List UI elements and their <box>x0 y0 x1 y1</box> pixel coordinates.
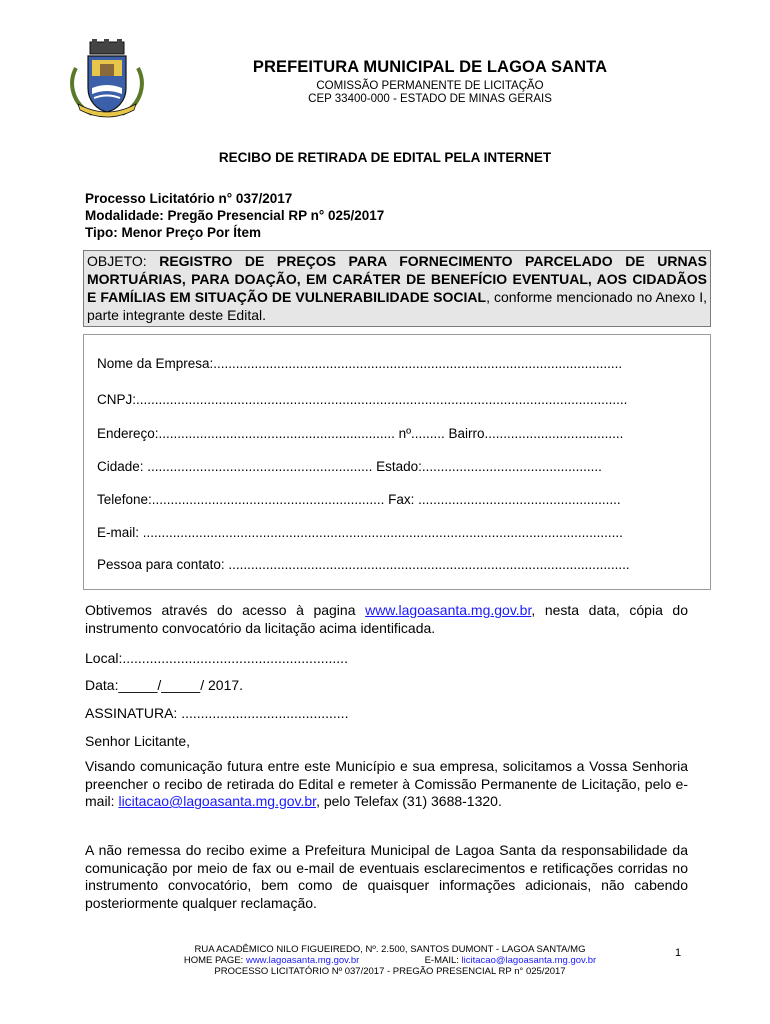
email-link[interactable]: licitacao@lagoasanta.mg.gov.br <box>118 793 317 809</box>
company-name-field[interactable]: Nome da Empresa:............................................................................................................. <box>97 356 623 371</box>
access-text-end: , nesta data, cópia do instrumento convocatório da licitação acima identificada. <box>85 602 689 636</box>
footer-homepage-link[interactable]: www.lagoasanta.mg.gov.br <box>245 955 360 966</box>
object-box <box>83 250 711 327</box>
city-state-field[interactable]: Cidade: ............................................................ Estado:................................................ <box>97 459 602 474</box>
page-number: 1 <box>675 947 682 959</box>
communication-text: Visando comunicação futura entre este Município e sua empresa, solicitamos a Vossa Senhoria preencher o recibo de retirada do Edital e remeter à Comissão Permanente de Licitação, pelo e-mail: <box>85 758 688 809</box>
homepage-label: HOME PAGE: <box>183 955 246 966</box>
commission-name: COMISSÃO PERMANENTE DE LICITAÇÃO <box>316 80 544 92</box>
footer-email-link[interactable]: licitacao@lagoasanta.mg.gov.br <box>461 955 597 966</box>
document-title: RECIBO DE RETIRADA DE EDITAL PELA INTERNET <box>218 150 552 165</box>
footer-process: PROCESSO LICITATÓRIO Nº 037/2017 - PREGÃO PRESENCIAL RP n° 025/2017 <box>214 966 566 977</box>
process-info <box>85 190 384 241</box>
access-text: Obtivemos através do acesso à pagina <box>85 602 366 618</box>
bid-type: Tipo: Menor Preço Por Ítem <box>85 225 262 240</box>
email-label: E-MAIL: <box>424 955 462 966</box>
company-form <box>83 334 711 590</box>
footer-address: RUA ACADÊMICO NILO FIGUEIREDO, Nº. 2.500, SANTOS DUMONT - LAGOA SANTA/MG <box>194 944 586 955</box>
address-field[interactable]: Endereço:............................................................... nº......... Bairro..................................... <box>97 426 624 441</box>
page-footer <box>130 944 650 977</box>
municipality-title: PREFEITURA MUNICIPAL DE LAGOA SANTA <box>252 58 608 76</box>
website-link[interactable]: www.lagoasanta.mg.gov.br <box>365 602 532 618</box>
phone-fax-field[interactable]: Telefone:.............................................................. Fax: ...................................................... <box>97 492 621 507</box>
object-reference: , conforme mencionado no Anexo I, parte integrante deste Edital. <box>87 289 707 323</box>
footer-contacts <box>130 955 650 966</box>
object-description: REGISTRO DE PREÇOS PARA FORNECIMENTO PARCELADO DE URNAS MORTUÁRIAS, PARA DOAÇÃO, EM CARÁTER DE BENEFÍCIO EVENTUAL, AOS CIDADÃOS E FAMÍLIAS EM SITUAÇÃO DE VULNERABILIDADE SOCIAL <box>87 253 708 305</box>
postal-state-line: CEP 33400-000 - ESTADO DE MINAS GERAIS <box>308 93 552 105</box>
signature-field[interactable]: ASSINATURA: ........................................... <box>85 705 349 721</box>
access-paragraph <box>85 602 688 637</box>
process-number: Processo Licitatório n° 037/2017 <box>85 191 293 206</box>
disclaimer-paragraph: A não remessa do recibo exime a Prefeitura Municipal de Lagoa Santa da responsabilidade da comunicação por meio de fax ou e-mail de eventuais esclarecimentos e retificações corridas no instrumento convocatório, bem como de quaisquer informações adicionais, não cabendo posteriormente qualquer reclamação. <box>85 842 688 911</box>
salutation: Senhor Licitante, <box>85 733 191 749</box>
telefax-text: , pelo Telefax (31) 3688-1320. <box>316 793 502 809</box>
object-label: OBJETO: <box>87 253 147 269</box>
communication-paragraph <box>85 758 688 811</box>
date-field[interactable]: Data:_____/_____/ 2017. <box>85 677 244 693</box>
coat-of-arms-icon <box>62 38 152 122</box>
email-field[interactable]: E-mail: ................................................................................................................................ <box>97 525 623 540</box>
contact-person-field[interactable]: Pessoa para contato: ........................................................................................................... <box>97 557 630 572</box>
letterhead <box>180 58 680 106</box>
modality: Modalidade: Pregão Presencial RP n° 025/2017 <box>85 208 385 223</box>
local-field[interactable]: Local:.......................................................... <box>85 650 348 666</box>
cnpj-field[interactable]: CNPJ:................................................................................................................................... <box>97 392 628 407</box>
